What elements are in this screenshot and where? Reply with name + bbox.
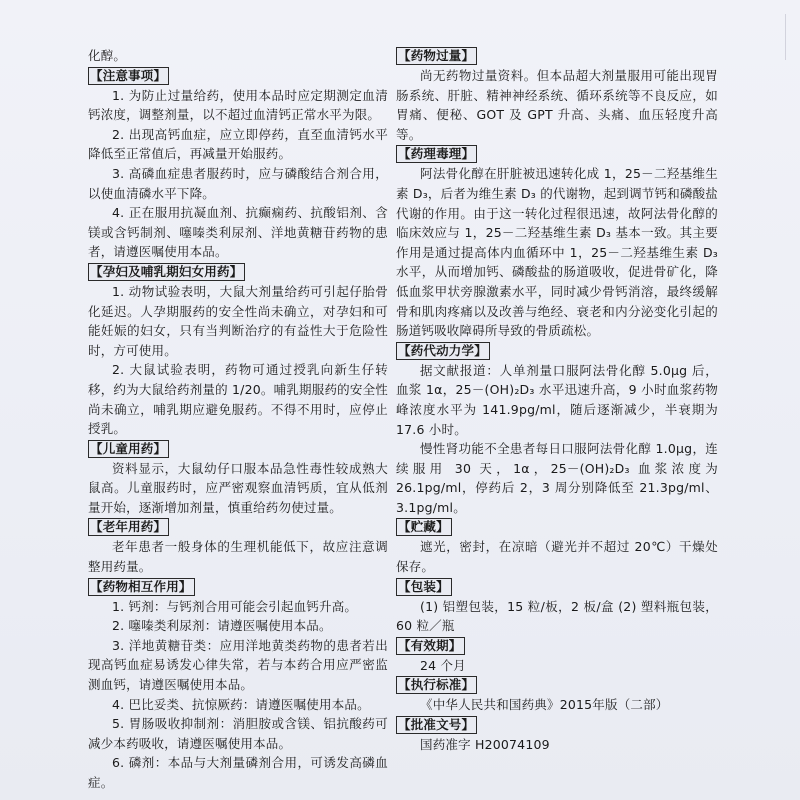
pharmacology-heading: 【药理毒理】 <box>396 145 477 163</box>
precautions-item-2: 2. 出现高钙血症，应立即停药，直至血清钙水平降低至正常值后，再减量开始服药。 <box>88 126 388 162</box>
validity-text: 24 个月 <box>420 657 466 673</box>
section-interactions <box>88 577 388 793</box>
pharmacokinetics-paragraph-1: 据文献报道：人单剂量口服阿法骨化醇 5.0μg 后，血浆 1α，25－(OH)₂D₃ 水平迅速升高，9 小时血浆药物峰浓度水平为 141.9pg/ml，随后逐渐减少，半衰期为 17.6 小时。 <box>396 362 718 437</box>
children-heading: 【儿童用药】 <box>88 440 169 458</box>
pharmacokinetics-heading: 【药代动力学】 <box>396 342 490 360</box>
interactions-heading: 【药物相互作用】 <box>88 578 195 596</box>
interactions-item-1: 1. 钙剂：与钙剂合用可能会引起血钙升高。 <box>112 598 358 614</box>
overdose-text: 尚无药物过量资料。但本品超大剂量服用可能出现胃肠系统、肝脏、精神神经系统、循环系统等不良反应，如胃痛、便秘、GOT 及 GPT 升高、头痛、血压轻度升高等。 <box>396 68 718 142</box>
section-package <box>396 577 718 636</box>
section-overdose <box>396 46 718 144</box>
section-children <box>88 439 388 518</box>
section-pharmacology <box>396 144 718 340</box>
intro-text: 化醇。 <box>88 48 127 63</box>
left-column <box>88 46 388 793</box>
interactions-item-2: 2. 噻嗪类利尿剂：请遵医嘱使用本品。 <box>112 618 332 634</box>
page-edge-mark <box>785 14 800 60</box>
elderly-heading: 【老年用药】 <box>88 518 169 536</box>
interactions-item-6: 6. 磷剂：本品与大剂量磷剂合用，可诱发高磷血症。 <box>88 755 388 790</box>
standard-heading: 【执行标准】 <box>396 676 477 694</box>
precautions-item-1: 1. 为防止过量给药，使用本品时应定期测定血清钙浓度，调整剂量，以不超过血清钙正常水平为限。 <box>88 87 388 123</box>
overdose-heading: 【药物过量】 <box>396 47 477 65</box>
pharmacokinetics-paragraph-2: 慢性肾功能不全患者每日口服阿法骨化醇 1.0μg，连续服用 30 天，1α，25－(OH)₂D₃ 血浆浓度为 26.1pg/ml，停药后 2，3 周分别降低至 21.3pg/ml、3.1pg/ml。 <box>396 441 718 515</box>
section-validity <box>396 636 718 676</box>
approval-text: 国药准字 H20074109 <box>420 737 550 753</box>
standard-text: 《中华人民共和国药典》2015年版（二部） <box>420 697 669 713</box>
storage-heading: 【贮藏】 <box>396 518 452 536</box>
interactions-item-5: 5. 胃肠吸收抑制剂：消胆胺或含镁、铝抗酸药可减少本药吸收，请遵医嘱使用本品。 <box>88 716 388 751</box>
storage-text: 遮光，密封，在凉暗（避光并不超过 20℃）干燥处保存。 <box>396 539 718 575</box>
section-approval <box>396 715 718 755</box>
validity-heading: 【有效期】 <box>396 637 465 655</box>
children-text: 资料显示，大鼠幼仔口服本品急性毒性较成熟大鼠高。儿童服药时，应严密观察血清钙质，宜从低剂量开始，逐渐增加剂量，慎重给药勿使过量。 <box>88 460 388 515</box>
precautions-item-3: 3. 高磷血症患者服药时，应与磷酸结合剂合用，以使血清磷水平下降。 <box>88 165 388 201</box>
package-text: (1) 铝塑包装，15 粒/板，2 板/盒 (2) 塑料瓶包装，60 粒／瓶 <box>396 598 718 634</box>
precautions-item-4: 4. 正在服用抗凝血剂、抗癫痫药、抗酸铝剂、含镁或含钙制剂、噻嗪类利尿剂、洋地黄糖苷药物的患者，请遵医嘱使用本品。 <box>88 205 388 260</box>
interactions-item-4: 4. 巴比妥类、抗惊厥药：请遵医嘱使用本品。 <box>112 696 370 712</box>
pharmacology-text: 阿法骨化醇在肝脏被迅速转化成 1，25－二羟基维生素 D₃，后者为维生素 D₃ 的代谢物，起到调节钙和磷酸盐代谢的作用。由于这一转化过程很迅速，故阿法骨化醇的临床效应与 1，25－二羟基维生素 D₃ 基本一致。其主要作用是通过提高体内血循环中 1，25－二羟基维生素 D₃ 水平，从而增加钙、磷酸盐的肠道吸收，促进骨矿化，降低血浆甲状旁腺激素水平，同时减少骨钙消溶，最终缓解骨和肌肉疼痛以及改善与绝经、衰老和内分泌变化引起的肠道钙吸收障碍所导致的骨质疏松。 <box>396 166 718 339</box>
section-precautions <box>88 66 388 262</box>
section-storage <box>396 517 718 576</box>
section-elderly <box>88 517 388 576</box>
pregnancy-heading: 【孕妇及哺乳期妇女用药】 <box>88 263 245 281</box>
precautions-heading: 【注意事项】 <box>88 67 169 85</box>
section-standard <box>396 675 718 715</box>
section-pharmacokinetics <box>396 341 718 518</box>
section-pregnancy <box>88 262 388 439</box>
package-heading: 【包装】 <box>396 578 452 596</box>
right-column <box>396 46 718 755</box>
pregnancy-item-1: 1. 动物试验表明，大鼠大剂量给药可引起仔胎骨化延迟。人孕期服药的安全性尚未确立，对孕妇和可能妊娠的妇女，只有当判断治疗的有益性大于危险性时，方可使用。 <box>88 283 388 358</box>
approval-heading: 【批准文号】 <box>396 716 477 734</box>
pregnancy-item-2: 2. 大鼠试验表明，药物可通过授乳向新生仔转移，约为大鼠给药剂量的 1/20。哺乳期服药的安全性尚未确立，哺乳期应避免服药。不得不用时，应停止授乳。 <box>88 362 388 437</box>
interactions-item-3: 3. 洋地黄糖苷类：应用洋地黄类药物的患者若出现高钙血症易诱发心律失常，若与本药合用应严密监测血钙，请遵医嘱使用本品。 <box>88 637 388 693</box>
elderly-text: 老年患者一般身体的生理机能低下，故应注意调整用药量。 <box>88 539 388 575</box>
